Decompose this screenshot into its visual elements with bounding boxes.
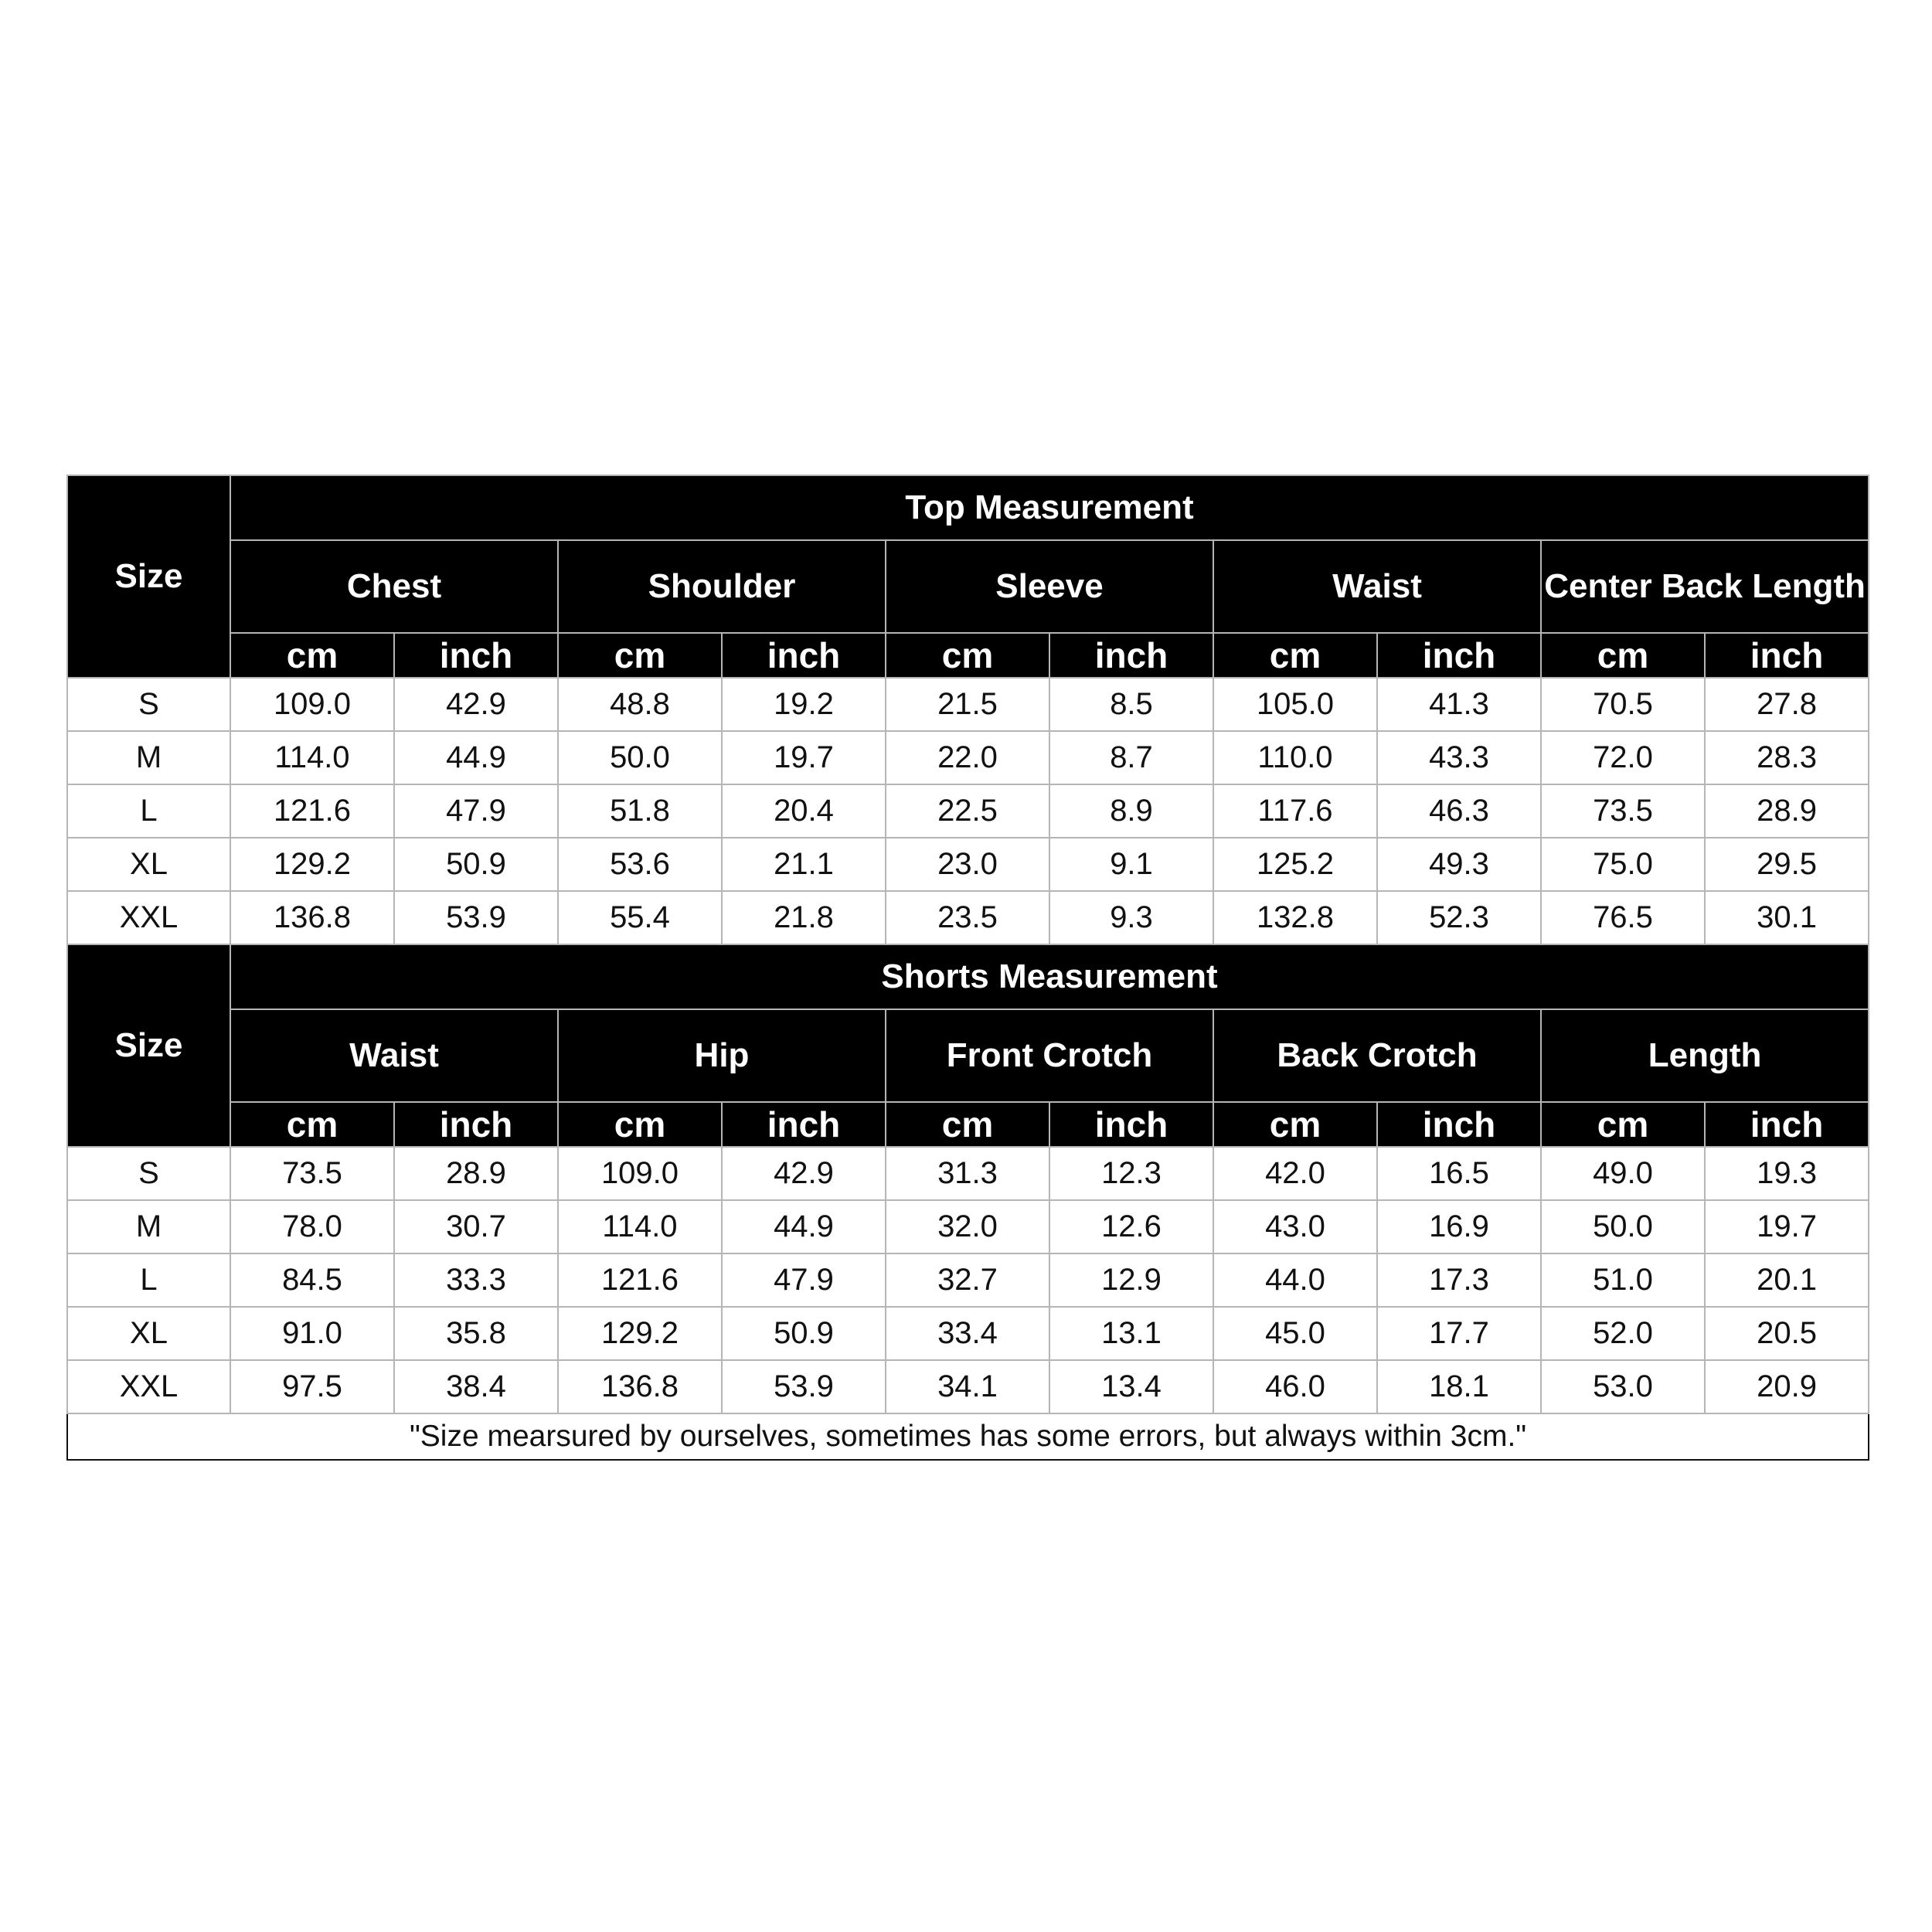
value-cell: 46.0 [1213, 1360, 1377, 1413]
top-group-header: Waist [1213, 540, 1541, 633]
size-cell: XXL [67, 1360, 230, 1413]
value-cell: 129.2 [558, 1307, 722, 1360]
value-cell: 136.8 [558, 1360, 722, 1413]
value-cell: 21.5 [886, 678, 1049, 731]
value-cell: 21.1 [722, 838, 886, 891]
value-cell: 28.9 [394, 1147, 558, 1200]
value-cell: 50.9 [722, 1307, 886, 1360]
value-cell: 97.5 [230, 1360, 394, 1413]
value-cell: 70.5 [1541, 678, 1705, 731]
value-cell: 121.6 [558, 1253, 722, 1307]
table-row [67, 891, 1869, 944]
value-cell: 13.1 [1049, 1307, 1213, 1360]
size-chart [66, 474, 1869, 1461]
value-cell: 30.1 [1705, 891, 1869, 944]
measurement-note: "Size mearsured by ourselves, sometimes has some errors, but always within 3cm." [67, 1413, 1869, 1460]
top-unit-row [67, 633, 1869, 678]
value-cell: 19.7 [1705, 1200, 1869, 1253]
table-row [67, 1307, 1869, 1360]
table-row [67, 1360, 1869, 1413]
top-unit-header: inch [1049, 633, 1213, 678]
value-cell: 44.9 [394, 731, 558, 784]
size-cell: M [67, 731, 230, 784]
value-cell: 35.8 [394, 1307, 558, 1360]
top-unit-header: cm [230, 633, 394, 678]
top-group-header: Center Back Length [1541, 540, 1869, 633]
value-cell: 23.5 [886, 891, 1049, 944]
value-cell: 23.0 [886, 838, 1049, 891]
value-cell: 50.0 [1541, 1200, 1705, 1253]
value-cell: 8.7 [1049, 731, 1213, 784]
top-section-title: Top Measurement [230, 475, 1869, 540]
value-cell: 73.5 [1541, 784, 1705, 838]
value-cell: 114.0 [230, 731, 394, 784]
value-cell: 49.3 [1377, 838, 1541, 891]
value-cell: 22.5 [886, 784, 1049, 838]
value-cell: 84.5 [230, 1253, 394, 1307]
value-cell: 29.5 [1705, 838, 1869, 891]
shorts-group-header: Length [1541, 1009, 1869, 1102]
top-group-header: Sleeve [886, 540, 1213, 633]
table-row [67, 1200, 1869, 1253]
top-unit-header: inch [394, 633, 558, 678]
top-size-header: Size [67, 475, 230, 678]
value-cell: 53.6 [558, 838, 722, 891]
value-cell: 17.3 [1377, 1253, 1541, 1307]
value-cell: 75.0 [1541, 838, 1705, 891]
size-cell: XXL [67, 891, 230, 944]
value-cell: 48.8 [558, 678, 722, 731]
size-cell: S [67, 678, 230, 731]
value-cell: 21.8 [722, 891, 886, 944]
value-cell: 28.3 [1705, 731, 1869, 784]
value-cell: 12.9 [1049, 1253, 1213, 1307]
top-unit-header: cm [1213, 633, 1377, 678]
value-cell: 73.5 [230, 1147, 394, 1200]
top-group-header: Shoulder [558, 540, 886, 633]
top-unit-header: inch [1377, 633, 1541, 678]
value-cell: 76.5 [1541, 891, 1705, 944]
table-row [67, 678, 1869, 731]
value-cell: 55.4 [558, 891, 722, 944]
value-cell: 42.9 [394, 678, 558, 731]
value-cell: 22.0 [886, 731, 1049, 784]
value-cell: 136.8 [230, 891, 394, 944]
top-unit-header: inch [1705, 633, 1869, 678]
value-cell: 30.7 [394, 1200, 558, 1253]
value-cell: 19.3 [1705, 1147, 1869, 1200]
value-cell: 8.5 [1049, 678, 1213, 731]
value-cell: 129.2 [230, 838, 394, 891]
value-cell: 44.0 [1213, 1253, 1377, 1307]
table-row [67, 838, 1869, 891]
value-cell: 109.0 [558, 1147, 722, 1200]
shorts-unit-header: cm [230, 1102, 394, 1147]
table-row [67, 731, 1869, 784]
value-cell: 42.9 [722, 1147, 886, 1200]
table-row [67, 1253, 1869, 1307]
top-measurement-section [67, 475, 1869, 944]
shorts-unit-header: cm [558, 1102, 722, 1147]
top-group-header: Chest [230, 540, 558, 633]
shorts-size-header: Size [67, 944, 230, 1147]
size-cell: L [67, 784, 230, 838]
value-cell: 33.3 [394, 1253, 558, 1307]
top-unit-header: cm [1541, 633, 1705, 678]
shorts-group-row [67, 1009, 1869, 1102]
value-cell: 33.4 [886, 1307, 1049, 1360]
value-cell: 27.8 [1705, 678, 1869, 731]
value-cell: 109.0 [230, 678, 394, 731]
value-cell: 117.6 [1213, 784, 1377, 838]
value-cell: 50.9 [394, 838, 558, 891]
value-cell: 13.4 [1049, 1360, 1213, 1413]
shorts-group-header: Back Crotch [1213, 1009, 1541, 1102]
shorts-group-header: Waist [230, 1009, 558, 1102]
note-row [67, 1413, 1869, 1460]
value-cell: 105.0 [1213, 678, 1377, 731]
table-row [67, 1147, 1869, 1200]
value-cell: 51.8 [558, 784, 722, 838]
value-cell: 16.9 [1377, 1200, 1541, 1253]
value-cell: 53.9 [722, 1360, 886, 1413]
value-cell: 51.0 [1541, 1253, 1705, 1307]
size-cell: L [67, 1253, 230, 1307]
shorts-unit-header: cm [1541, 1102, 1705, 1147]
value-cell: 44.9 [722, 1200, 886, 1253]
value-cell: 49.0 [1541, 1147, 1705, 1200]
shorts-unit-header: inch [1705, 1102, 1869, 1147]
value-cell: 52.0 [1541, 1307, 1705, 1360]
value-cell: 125.2 [1213, 838, 1377, 891]
value-cell: 46.3 [1377, 784, 1541, 838]
value-cell: 8.9 [1049, 784, 1213, 838]
value-cell: 20.1 [1705, 1253, 1869, 1307]
shorts-unit-header: inch [722, 1102, 886, 1147]
value-cell: 28.9 [1705, 784, 1869, 838]
value-cell: 43.3 [1377, 731, 1541, 784]
size-cell: XL [67, 838, 230, 891]
shorts-unit-header: cm [886, 1102, 1049, 1147]
top-group-row [67, 540, 1869, 633]
top-unit-header: inch [722, 633, 886, 678]
top-unit-header: cm [558, 633, 722, 678]
value-cell: 19.7 [722, 731, 886, 784]
value-cell: 53.9 [394, 891, 558, 944]
shorts-group-header: Front Crotch [886, 1009, 1213, 1102]
shorts-measurement-section [67, 944, 1869, 1413]
value-cell: 52.3 [1377, 891, 1541, 944]
value-cell: 32.7 [886, 1253, 1049, 1307]
value-cell: 20.5 [1705, 1307, 1869, 1360]
value-cell: 20.4 [722, 784, 886, 838]
value-cell: 9.1 [1049, 838, 1213, 891]
value-cell: 42.0 [1213, 1147, 1377, 1200]
value-cell: 16.5 [1377, 1147, 1541, 1200]
value-cell: 20.9 [1705, 1360, 1869, 1413]
value-cell: 31.3 [886, 1147, 1049, 1200]
value-cell: 78.0 [230, 1200, 394, 1253]
shorts-group-header: Hip [558, 1009, 886, 1102]
table-row [67, 784, 1869, 838]
value-cell: 110.0 [1213, 731, 1377, 784]
shorts-unit-header: inch [394, 1102, 558, 1147]
value-cell: 72.0 [1541, 731, 1705, 784]
value-cell: 12.6 [1049, 1200, 1213, 1253]
shorts-section-title: Shorts Measurement [230, 944, 1869, 1009]
value-cell: 114.0 [558, 1200, 722, 1253]
top-unit-header: cm [886, 633, 1049, 678]
size-chart-table [66, 474, 1869, 1461]
value-cell: 50.0 [558, 731, 722, 784]
shorts-title-row [67, 944, 1869, 1009]
value-cell: 41.3 [1377, 678, 1541, 731]
shorts-unit-row [67, 1102, 1869, 1147]
size-cell: M [67, 1200, 230, 1253]
size-cell: XL [67, 1307, 230, 1360]
value-cell: 91.0 [230, 1307, 394, 1360]
value-cell: 47.9 [394, 784, 558, 838]
top-title-row [67, 475, 1869, 540]
note-section [67, 1413, 1869, 1460]
value-cell: 132.8 [1213, 891, 1377, 944]
value-cell: 47.9 [722, 1253, 886, 1307]
shorts-unit-header: inch [1049, 1102, 1213, 1147]
value-cell: 32.0 [886, 1200, 1049, 1253]
value-cell: 45.0 [1213, 1307, 1377, 1360]
value-cell: 53.0 [1541, 1360, 1705, 1413]
value-cell: 18.1 [1377, 1360, 1541, 1413]
value-cell: 34.1 [886, 1360, 1049, 1413]
value-cell: 19.2 [722, 678, 886, 731]
value-cell: 17.7 [1377, 1307, 1541, 1360]
size-cell: S [67, 1147, 230, 1200]
value-cell: 9.3 [1049, 891, 1213, 944]
value-cell: 43.0 [1213, 1200, 1377, 1253]
value-cell: 12.3 [1049, 1147, 1213, 1200]
shorts-unit-header: cm [1213, 1102, 1377, 1147]
shorts-unit-header: inch [1377, 1102, 1541, 1147]
value-cell: 38.4 [394, 1360, 558, 1413]
value-cell: 121.6 [230, 784, 394, 838]
